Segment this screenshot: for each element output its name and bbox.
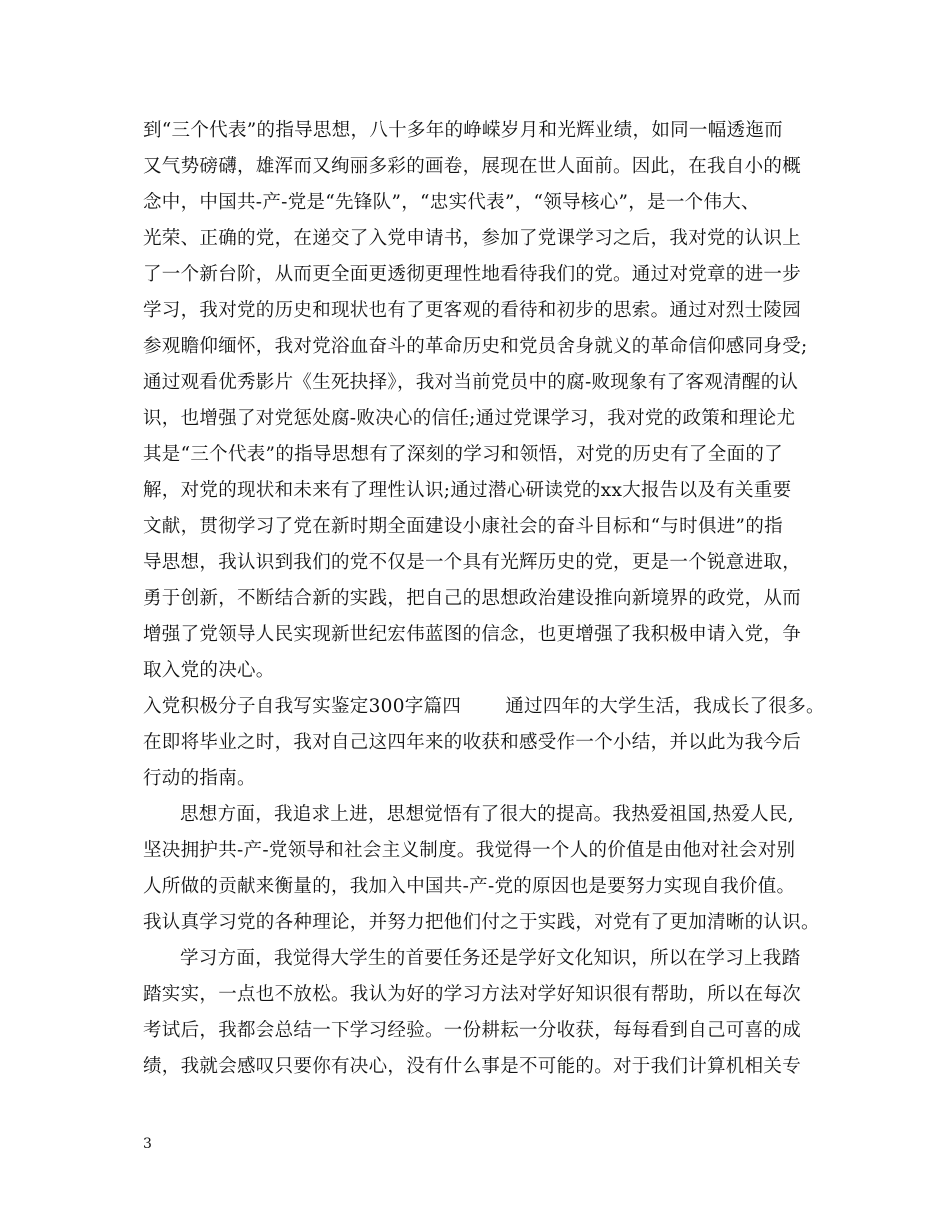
text-line: 勇于创新，不断结合新的实践，把自己的思想政治建设推向新境界的政党，从而 — [143, 588, 802, 609]
text-line: 学习方面，我觉得大学生的首要任务还是学好文化知识，所以在学习上我踏 — [180, 948, 801, 969]
text-line: 文献，贯彻学习了党在新时期全面建设小康社会的奋斗目标和“与时俱进”的指 — [143, 516, 783, 537]
text-line: 增强了党领导人民实现新世纪宏伟蓝图的信念，也更增强了我积极申请入党，争 — [143, 624, 802, 645]
text-line: 坚决拥护共-产-党领导和社会主义制度。我觉得一个人的价值是由他对社会对别 — [143, 840, 796, 861]
text-line: 踏实实，一点也不放松。我认为好的学习方法对学好知识很有帮助，所以在每次 — [143, 984, 802, 1005]
text-line: 我认真学习党的各种理论，并努力把他们付之于实践，对党有了更加清晰的认识。 — [143, 912, 820, 933]
text-line: 绩，我就会感叹只要你有决心，没有什么事是不可能的。对于我们计算机相关专 — [143, 1056, 802, 1077]
section-intro — [143, 689, 823, 797]
text-line: 导思想，我认识到我们的党不仅是一个具有光辉历史的党，更是一个锐意进取， — [143, 552, 802, 573]
text-line: 识，也增强了对党惩处腐-败决心的信任;通过党课学习，我对党的政策和理论尤 — [143, 408, 796, 429]
text-line: 到“三个代表”的指导思想，八十多年的峥嵘岁月和光辉业绩，如同一幅透迤而 — [143, 120, 783, 141]
text-line: 又气势磅礴，雄浑而又绚丽多彩的画卷，展现在世人面前。因此，在我自小的概 — [143, 156, 802, 177]
text-line: 学习，我对党的历史和现状也有了更客观的看待和初步的思索。通过对烈士陵园 — [143, 300, 802, 321]
text-line: 思想方面，我追求上进，思想觉悟有了很大的提高。我热爱祖国,热爱人民, — [180, 804, 794, 825]
section-intro-text: 通过四年的大学生活，我成长了很多。 — [505, 696, 825, 717]
page-number: 3 — [143, 1136, 152, 1152]
text-line: 通过观看优秀影片《生死抉择》，我对当前党员中的腐-败现象有了客观清醒的认 — [143, 372, 799, 393]
paragraph-party-understanding — [143, 113, 823, 689]
text-line: 参观瞻仰缅怀，我对党浴血奋斗的革命历史和党员舍身就义的革命信仰感同身受; — [143, 336, 808, 357]
text-line: 在即将毕业之时，我对自己这四年来的收获和感受作一个小结，并以此为我今后 — [143, 732, 802, 753]
text-line: 考试后，我都会总结一下学习经验。一份耕耘一分收获，每每看到自己可喜的成 — [143, 1020, 802, 1041]
paragraph-study — [143, 941, 823, 1085]
text-line: 其是“三个代表”的指导思想有了深刻的学习和领悟，对党的历史有了全面的了 — [143, 444, 783, 465]
text-line: 取入党的决心。 — [143, 660, 275, 681]
text-line: 解，对党的现状和未来有了理性认识;通过潜心研读党的xx大报告以及有关重要 — [143, 480, 792, 501]
section-heading-line — [143, 689, 823, 725]
text-line: 念中，中国共-产-党是“先锋队”，“忠实代表”，“领导核心”，是一个伟大、 — [143, 192, 760, 213]
paragraph-thought — [143, 797, 823, 941]
text-line: 光荣、正确的党，在递交了入党申请书，参加了党课学习之后，我对党的认识上 — [143, 228, 802, 249]
section-heading: 入党积极分子自我写实鉴定300字篇四 — [143, 696, 462, 717]
body-text — [143, 113, 823, 1085]
text-line: 了一个新台阶，从而更全面更透彻更理性地看待我们的党。通过对党章的进一步 — [143, 264, 802, 285]
text-line: 行动的指南。 — [143, 768, 256, 789]
text-line: 人所做的贡献来衡量的，我加入中国共-产-党的原因也是要努力实现自我价值。 — [143, 876, 796, 897]
